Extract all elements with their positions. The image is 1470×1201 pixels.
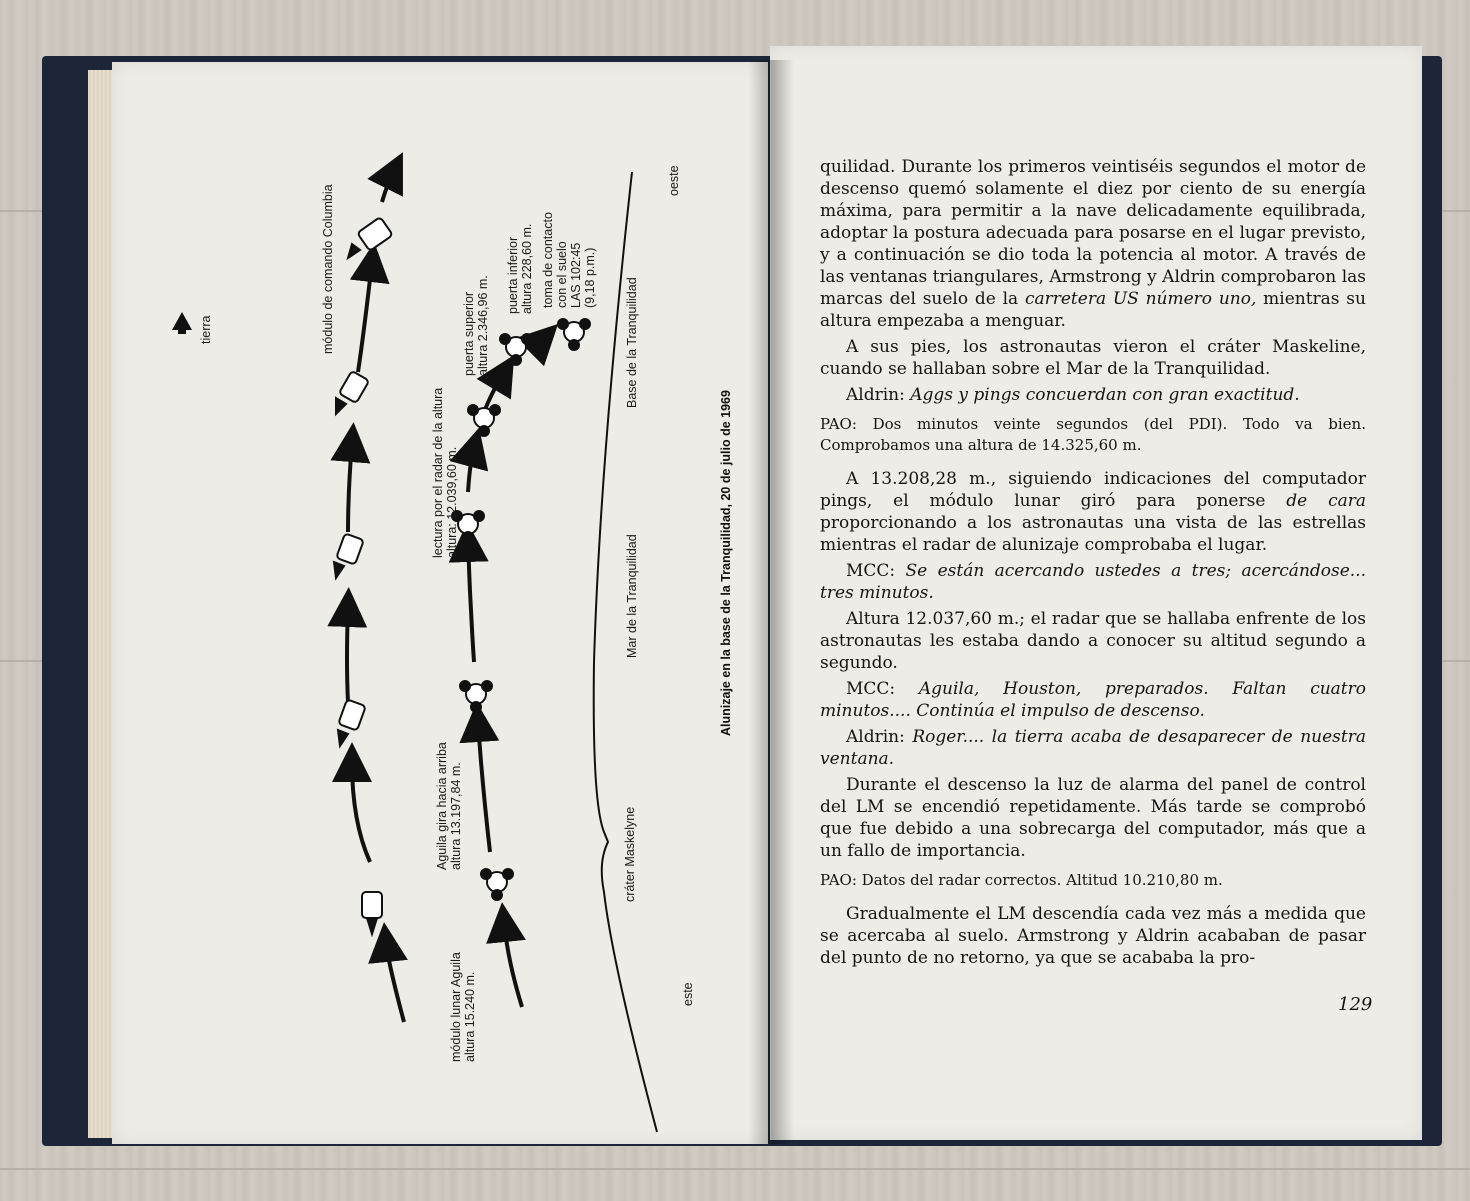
book-gutter-shadow — [748, 60, 794, 1144]
paragraph-text: mientras su altura empezaba a menguar. — [820, 289, 1366, 331]
paragraph — [820, 468, 1366, 556]
dialogue-line — [820, 560, 1366, 604]
lunar-module-altitude: altura 15.240 m. — [463, 971, 477, 1062]
page-number: 129 — [1338, 994, 1373, 1015]
radar-altitude: altura: 12.039,60 m. — [445, 446, 459, 558]
paragraph: Altura 12.037,60 m.; el radar que se hallaba enfrente de los astronautas les estaba dando a conocer su altitud segundo a segundo. — [820, 609, 1366, 673]
csm-icon — [334, 533, 364, 578]
paragraph: Durante el descenso la luz de alarma del panel de control del LM se encendió repetidamente. Más tarde se comprobó que fue debido a una sobrecarga del computador, más que a un fallo de importancia. — [820, 775, 1366, 861]
sea-label: Mar de la Tranquilidad — [625, 534, 639, 658]
paragraph-text: quilidad. Durante los primeros veintiséis segundos el motor de descenso quemó solamente el diez por ciento de su energía máxima, para permitir a la nave delicadamente equilibrada, adoptar la postura adecuada para posarse en el lugar previsto, y a continuación se dio toda la potencia al motor. A través de las ventanas triangulares, Armstrong y Aldrin comprobaron las marcas del suelo de la — [820, 157, 1366, 309]
lm-icon — [460, 681, 492, 712]
paragraph — [820, 156, 1366, 332]
lunar-module-label: módulo lunar Aguila — [449, 952, 463, 1062]
lunar-module-path — [468, 338, 544, 1007]
pao-line: PAO: Dos minutos veinte segundos (del PDI). Todo va bien. Comprobamos una altura de 14.325,60 m. — [820, 415, 1366, 454]
csm-icon — [338, 699, 366, 746]
low-gate-altitude: altura 228,60 m. — [520, 223, 534, 314]
dialogue-line — [820, 678, 1366, 722]
speech-text: Aggs y pings concuerdan con gran exactitud. — [910, 385, 1300, 405]
lm-icon — [558, 319, 590, 350]
csm-icon — [348, 217, 393, 258]
east-label: este — [681, 982, 695, 1006]
lm-icon — [500, 334, 532, 365]
paragraph: Gradualmente el LM descendía cada vez más a medida que se acercaba al suelo. Armstrong y Aldrin acababan de pasar del punto de no retorno, ya que se acababa la pro- — [820, 904, 1366, 968]
speaker-name: MCC: — [846, 561, 906, 581]
speaker-name: MCC: — [846, 679, 919, 699]
csm-icon — [336, 371, 369, 414]
contact-label-4: (9,18 p.m.) — [583, 247, 597, 308]
radar-label: lectura por el radar de la altura — [431, 387, 445, 558]
right-page-text — [770, 46, 1422, 1140]
lm-icon — [481, 869, 513, 900]
lm-icon — [468, 405, 500, 436]
low-gate-label: puerta inferior — [506, 236, 520, 314]
speech-text: Se están acercando ustedes a tres; acercándose... tres minutos. — [820, 561, 1367, 603]
speech-text: Aguila, Houston, preparados. Faltan cuatro minutos.... Continúa el impulso de descenso. — [820, 679, 1366, 721]
contact-label-2: con el suelo — [555, 241, 569, 308]
tierra-arrow-icon — [172, 312, 192, 334]
west-label: oeste — [667, 165, 681, 196]
crater-label: cráter Maskelyne — [623, 806, 637, 902]
diagram-caption: Alunizaje en la base de la Tranquilidad, 20 de julio de 1969 — [719, 390, 733, 736]
rotation-altitude: altura 13.197,84 m. — [449, 762, 463, 870]
landing-diagram — [112, 62, 768, 1144]
csm-icon — [362, 892, 382, 934]
paragraph: A sus pies, los astronautas vieron el cráter Maskeline, cuando se hallaban sobre el Mar de la Tranquilidad. — [820, 337, 1366, 379]
tierra-label: tierra — [199, 315, 213, 344]
text-body — [820, 156, 1366, 973]
speech-text: Roger.... la tierra acaba de desaparecer de nuestra ventana. — [820, 727, 1367, 769]
high-gate-altitude: altura 2.346,96 m. — [476, 275, 490, 376]
left-page-diagram — [112, 62, 768, 1144]
high-gate-label: puerta superior — [462, 291, 476, 376]
base-label: Base de la Tranquilidad — [625, 277, 639, 408]
contact-label-3: LAS 102:45 — [569, 242, 583, 308]
speaker-name: Aldrin: — [846, 727, 913, 747]
paragraph-text: proporcionando a los astronautas una vista de las estrellas mientras el radar de alunizaje comprobaba el lugar. — [820, 513, 1366, 555]
speaker-name: Aldrin: — [846, 385, 911, 405]
dialogue-line — [820, 384, 1366, 406]
paragraph-italic-text: de cara — [1286, 491, 1367, 511]
pao-line: PAO: Datos del radar correctos. Altitud 10.210,80 m. — [820, 871, 1223, 889]
contact-label-1: toma de contacto — [541, 212, 555, 308]
table-plank-line — [0, 1168, 1470, 1170]
paragraph-text: A 13.208,28 m., siguiendo indicaciones del computador pings, el módulo lunar giró para ponerse — [820, 469, 1366, 511]
paragraph-italic-text: carretera US número uno, — [1024, 289, 1257, 309]
rotation-label: Aguila gira hacia arriba — [435, 742, 449, 870]
dialogue-line — [820, 726, 1366, 770]
command-module-label: módulo de comando Columbia — [321, 184, 335, 354]
